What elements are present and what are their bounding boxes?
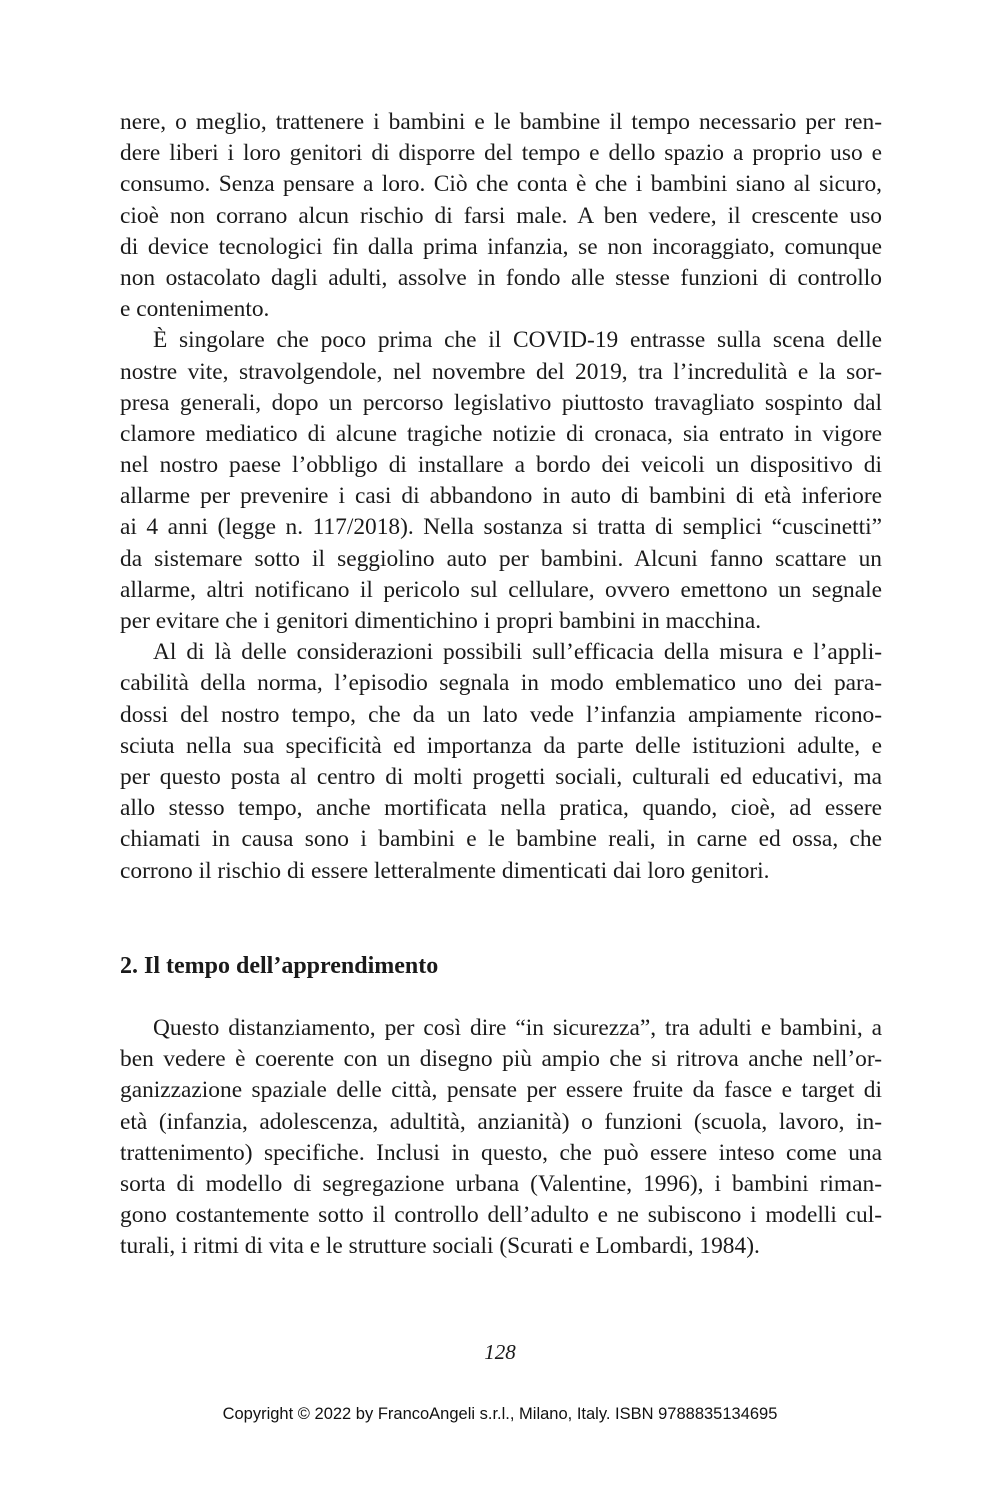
text-line: ganizzazione spaziale delle città, pensate per essere fruite da fasce e target di [120, 1077, 882, 1104]
text-line: È singolare che poco prima che il COVID-19 entrasse sulla scena delle [153, 327, 882, 354]
paragraph [120, 325, 882, 637]
text-line: consumo. Senza pensare a loro. Ciò che conta è che i bambini siano al sicuro, [120, 171, 882, 198]
copyright-notice: Copyright © 2022 by FrancoAngeli s.r.l., Milano, Italy. ISBN 9788835134695 [222, 1405, 778, 1423]
text-line: nere, o meglio, trattenere i bambini e le bambine il tempo necessario per ren- [120, 109, 882, 135]
text-line: dossi del nostro tempo, che da un lato vede l’infanzia ampiamente ricono- [120, 701, 882, 728]
text-line: gono costantemente sotto il controllo dell’adulto e ne subiscono i modelli cul- [120, 1202, 882, 1229]
text-line: da sistemare sotto il seggiolino auto per bambini. Alcuni fanno scattare un [120, 545, 882, 572]
text-line: non ostacolato dagli adulti, assolve in fondo alle stesse funzioni di controllo [120, 264, 882, 291]
text-line: per evitare che i genitori dimentichino i propri bambini in macchina. [120, 608, 762, 634]
text-line: chiamati in causa sono i bambini e le bambine reali, in carne ed ossa, che [120, 826, 882, 853]
paragraph [120, 107, 882, 325]
text-line: e contenimento. [120, 296, 270, 323]
page-number: 128 [484, 1340, 516, 1364]
text-line: età (infanzia, adolescenza, adultità, anzianità) o funzioni (scuola, lavoro, in- [120, 1108, 882, 1135]
text-line: dere liberi i loro genitori di disporre del tempo e dello spazio a proprio uso e [120, 140, 882, 167]
text-line: di device tecnologici fin dalla prima infanzia, se non incoraggiato, comunque [120, 233, 882, 260]
text-line: ai 4 anni (legge n. 117/2018). Nella sostanza si tratta di semplici “cuscinetti” [120, 514, 882, 541]
body-text-bottom [120, 1013, 882, 1263]
text-line: per questo posta al centro di molti progetti sociali, culturali ed educativi, ma [120, 763, 882, 790]
text-line: nel nostro paese l’obbligo di installare a bordo dei veicoli un dispositivo di [120, 452, 882, 479]
text-line: corrono il rischio di essere letteralmente dimenticati dai loro genitori. [120, 857, 770, 884]
text-line: Questo distanziamento, per così dire “in sicurezza”, tra adulti e bambini, a [153, 1015, 882, 1041]
paragraph [120, 637, 882, 887]
text-line: allarme, altri notificano il pericolo sul cellulare, ovvero emettono un segnale [120, 576, 882, 603]
text-line: cabilità della norma, l’episodio segnala in modo emblematico uno dei para- [120, 670, 882, 697]
text-line: trattenimento) specifiche. Inclusi in questo, che può essere inteso come una [120, 1139, 882, 1166]
text-line: turali, i ritmi di vita e le strutture sociali (Scurati e Lombardi, 1984). [120, 1233, 760, 1260]
text-line: sciuta nella sua specificità ed importanza da parte delle istituzioni adulte, e [120, 732, 882, 759]
text-line: ben vedere è coerente con un disegno più ampio che si ritrova anche nell’or- [120, 1046, 882, 1073]
text-line: allo stesso tempo, anche mortificata nella pratica, quando, cioè, ad essere [120, 795, 882, 822]
text-line: sorta di modello di segregazione urbana (Valentine, 1996), i bambini riman- [120, 1170, 882, 1197]
section-heading: 2. Il tempo dell’apprendimento [120, 953, 439, 979]
text-line: allarme per prevenire i casi di abbandono in auto di bambini di età inferiore [120, 483, 882, 510]
text-line: presa generali, dopo un percorso legislativo piuttosto travagliato sospinto dal [120, 389, 882, 416]
body-text-top [120, 107, 882, 887]
text-line: clamore mediatico di alcune tragiche notizie di cronaca, sia entrato in vigore [120, 420, 882, 447]
text-line: nostre vite, stravolgendole, nel novembre del 2019, tra l’incredulità e la sor- [120, 358, 882, 385]
text-line: cioè non corrano alcun rischio di farsi male. A ben vedere, il crescente uso [120, 202, 882, 229]
text-line: Al di là delle considerazioni possibili sull’efficacia della misura e l’appli- [153, 639, 882, 666]
paragraph [120, 1013, 882, 1263]
